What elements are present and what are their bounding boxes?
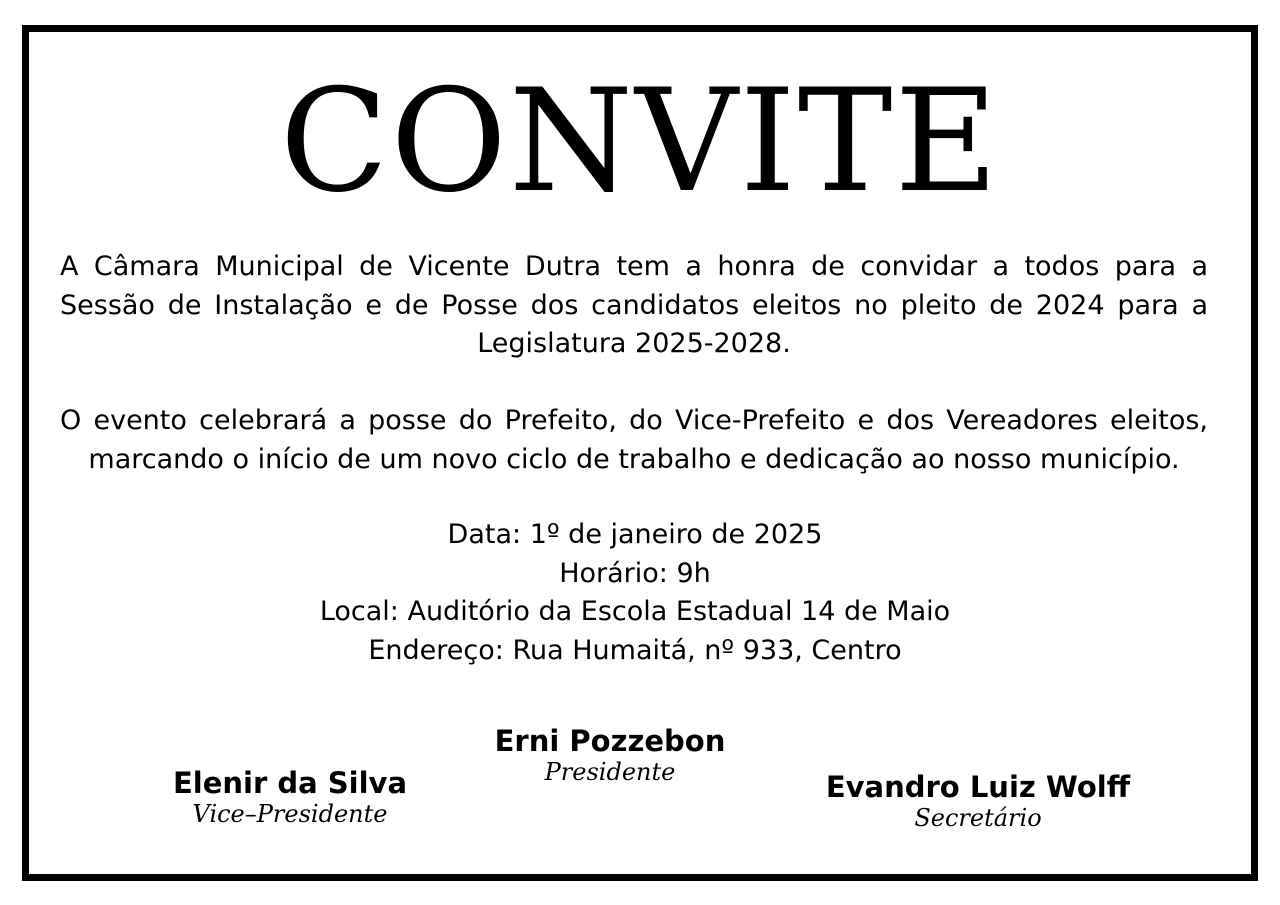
invitation-paragraph-2: O evento celebrará a posse do Prefeito, do Vice-Prefeito e dos Vereadores eleitos, marcando o início de um novo ciclo de trabalho e dedicação ao nosso município.: [60, 405, 1208, 475]
event-time: Horário: 9h: [559, 557, 711, 589]
event-date: Data: 1º de janeiro de 2025: [447, 519, 823, 550]
signature-vice-president-role: Vice–Presidente: [192, 800, 388, 828]
event-address: Endereço: Rua Humaitá, nº 933, Centro: [368, 634, 902, 666]
signature-vice-president: [140, 766, 440, 828]
signature-vice-president-name: Elenir da Silva: [172, 766, 408, 800]
invitation-title: CONVITE: [279, 59, 1001, 224]
signature-president-name: Erni Pozzebon: [494, 724, 726, 758]
signature-secretary-name: Evandro Luiz Wolff: [825, 770, 1131, 804]
event-location: Local: Auditório da Escola Estadual 14 de Maio: [319, 596, 951, 627]
event-details: [0, 516, 1270, 670]
signature-secretary-role: Secretário: [914, 804, 1042, 832]
signature-president-role: Presidente: [544, 758, 676, 786]
invitation-paragraph-1: A Câmara Municipal de Vicente Dutra tem a honra de convidar a todos para a Sessão de Instalação e de Posse dos candidatos eleitos no pleito de 2024 para a Legislatura 2025-2028.: [60, 251, 1208, 359]
signature-president: [460, 724, 760, 786]
signature-secretary: [808, 770, 1148, 832]
